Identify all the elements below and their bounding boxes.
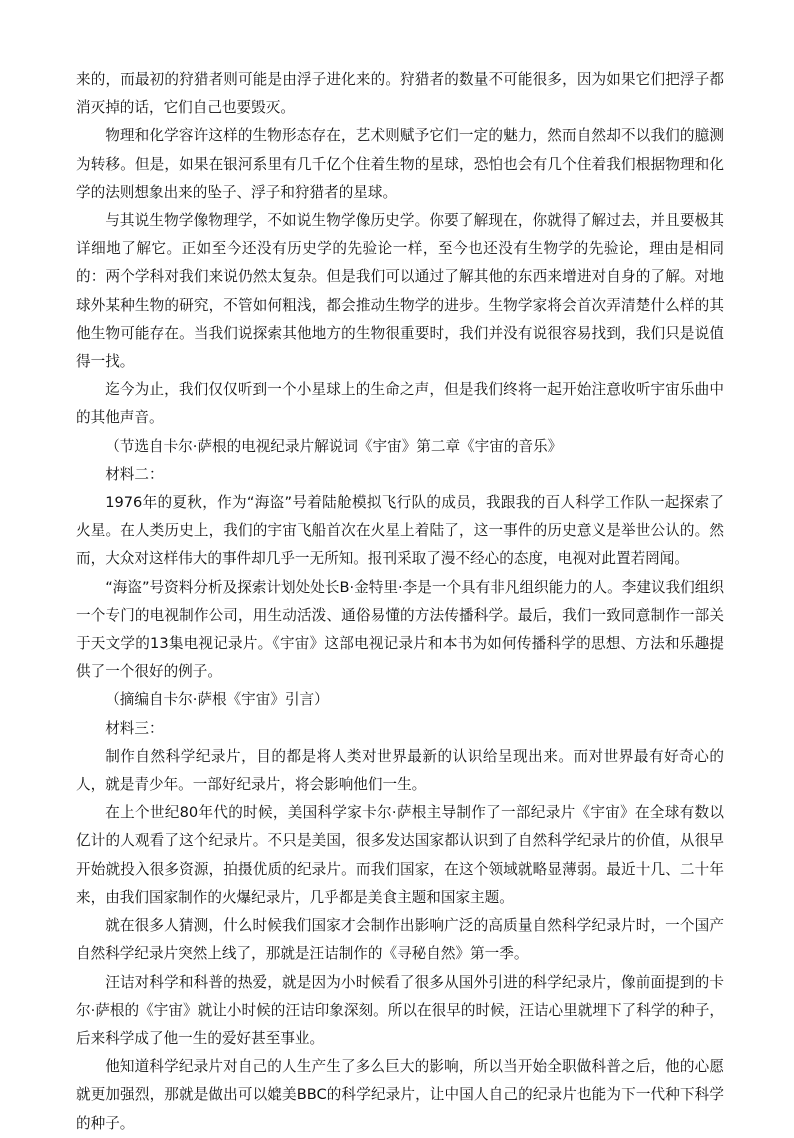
- document-page: [76, 66, 724, 1138]
- paragraph-5: 1976年的夏秋，作为“海盗”号着陆舱模拟飞行队的成员，我跟我的百人科学工作队一起探索了火星。在人类历史上，我们的宇宙飞船首次在火星上着陆了，这一事件的历史意义是举世公认的。然而，大众对这样伟大的事件却几乎一无所知。报刊采取了漫不经心的态度，电视对此置若罔闻。: [76, 494, 724, 568]
- paragraph-6: “海盗”号资料分析及探索计划处处长B·金特里·李是一个具有非凡组织能力的人。李建议我们组织一个专门的电视制作公司，用生动活泼、通俗易懂的方法传播科学。最后，我们一致同意制作一部关于天文学的13集电视记录片。《宇宙》这部电视记录片和本书为如何传播科学的思想、方法和乐趣提供了一个很好的例子。: [76, 578, 724, 681]
- source-note-2: （摘编自卡尔·萨根《宇宙》引言）: [105, 691, 329, 709]
- paragraph-10: 汪诘对科学和科普的热爱，就是因为小时候看了很多从国外引进的科学纪录片，像前面提到的卡尔·萨根的《宇宙》就让小时候的汪诘印象深刻。所以在很早的时候，汪诘心里就埋下了科学的种子，后来科学成了他一生的爱好甚至事业。: [76, 973, 724, 1047]
- paragraph-2: 物理和化学容许这样的生物形态存在，艺术则赋予它们一定的魅力，然而自然却不以我们的臆测为转移。但是，如果在银河系里有几千亿个住着生物的星球，恐怕也会有几个住着我们根据物理和化学的法则想象出来的坠子、浮子和狩猎者的星球。: [76, 127, 724, 201]
- paragraph-1: 来的，而最初的狩猎者则可能是由浮子进化来的。狩猎者的数量不可能很多，因为如果它们把浮子都消灭掉的话，它们自己也要毁灭。: [76, 71, 724, 117]
- paragraph-9: 就在很多人猜测，什么时候我们国家才会制作出影响广泛的高质量自然科学纪录片时，一个国产自然科学纪录片突然上线了，那就是汪诘制作的《寻秘自然》第一季。: [76, 917, 724, 963]
- paragraph-11: 他知道科学纪录片对自己的人生产生了多么巨大的影响，所以当开始全职做科普之后，他的心愿就更加强烈，那就是做出可以媲美BBC的科学纪录片，让中国人自己的纪录片也能为下一代种下科学的种子。: [76, 1058, 724, 1132]
- source-note-1: （节选自卡尔·萨根的电视纪录片解说词《宇宙》第二章《宇宙的音乐》: [105, 437, 563, 455]
- section-heading-material-3: 材料三：: [105, 719, 164, 737]
- paragraph-4: 迄今为止，我们仅仅听到一个小星球上的生命之声，但是我们终将一起开始注意收听宇宙乐曲中的其他声音。: [76, 381, 724, 427]
- paragraph-8: 在上个世纪80年代的时候，美国科学家卡尔·萨根主导制作了一部纪录片《宇宙》在全球有数以亿计的人观看了这个纪录片。不只是美国，很多发达国家都认识到了自然科学纪录片的价值，从很早开始就投入很多资源，拍摄优质的纪录片。而我们国家，在这个领域就略显薄弱。最近十几、二十年来，由我们国家制作的火爆纪录片，几乎都是美食主题和国家主题。: [76, 804, 724, 906]
- paragraph-7: 制作自然科学纪录片，目的都是将人类对世界最新的认识给呈现出来。而对世界最有好奇心的人，就是青少年。一部好纪录片，将会影响他们一生。: [76, 747, 724, 794]
- paragraph-3: 与其说生物学像物理学，不如说生物学像历史学。你要了解现在，你就得了解过去，并且要极其详细地了解它。正如至今还没有历史学的先验论一样，至今也还没有生物学的先验论，理由是相同的：两个学科对我们来说仍然太复杂。但是我们可以通过了解其他的东西来增进对自身的了解。对地球外某种生物的研究，不管如何粗浅，都会推动生物学的进步。生物学家将会首次弄清楚什么样的其他生物可能存在。当我们说探索其他地方的生物很重要时，我们并没有说很容易找到，我们只是说值得一找。: [76, 212, 724, 371]
- section-heading-material-2: 材料二：: [105, 465, 164, 483]
